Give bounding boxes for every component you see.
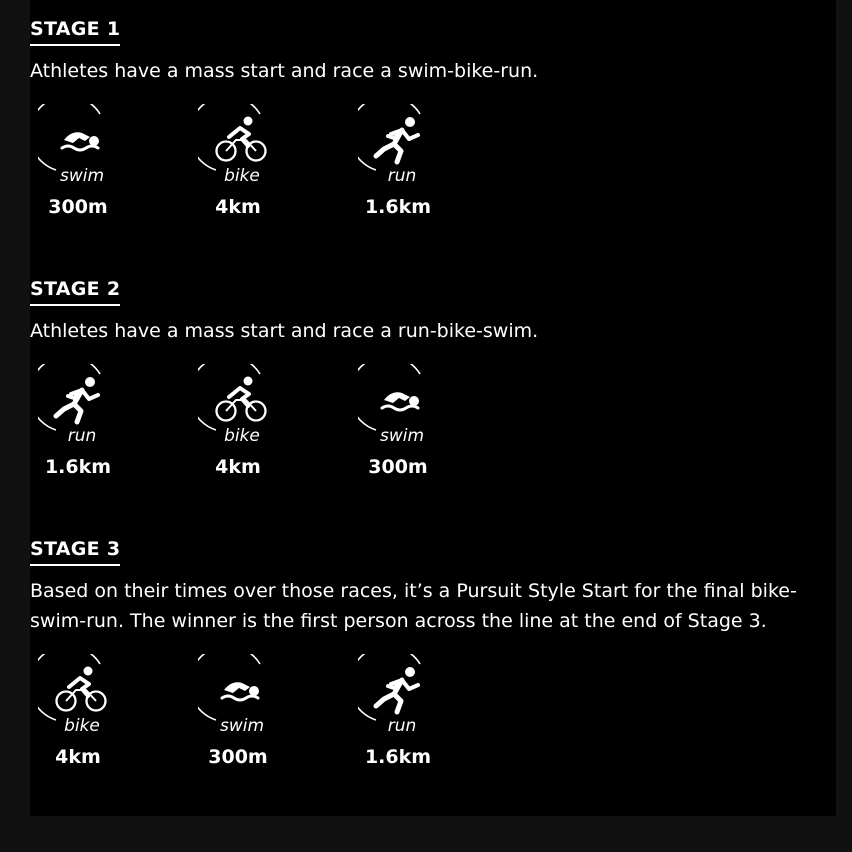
leg-label: bike <box>64 716 100 736</box>
leg-label: run <box>387 716 417 736</box>
leg-distance: 4km <box>55 746 101 768</box>
leg-label: run <box>387 166 417 186</box>
stage-title: STAGE 1 <box>30 18 120 46</box>
stage-legs <box>30 104 830 224</box>
leg-distance: 1.6km <box>364 746 432 768</box>
stage-description: Athletes have a mass start and race a run-bike-swim. <box>30 320 539 342</box>
leg-label: bike <box>224 166 260 186</box>
leg-distance: 300m <box>48 196 108 218</box>
stage-legs <box>30 654 830 774</box>
stage-description: Based on their times over those races, it’s a Pursuit Style Start for the final bike-swim-run. The winner is the first person across the line at the end of Stage 3. <box>30 580 797 632</box>
leg-label: bike <box>224 426 260 446</box>
leg-bike <box>190 364 290 482</box>
leg-run <box>350 654 450 772</box>
leg-distance: 1.6km <box>44 456 112 478</box>
leg-distance: 4km <box>215 456 261 478</box>
leg-distance: 300m <box>208 746 268 768</box>
stage-description: Athletes have a mass start and race a swim-bike-run. <box>30 60 539 82</box>
stage-2 <box>30 278 830 484</box>
stage-1 <box>30 18 830 224</box>
leg-distance: 300m <box>368 456 428 478</box>
leg-bike <box>190 104 290 222</box>
stage-legs <box>30 364 830 484</box>
leg-run <box>30 364 130 482</box>
leg-distance: 4km <box>215 196 261 218</box>
leg-run <box>350 104 450 222</box>
leg-swim <box>30 104 130 222</box>
leg-label: swim <box>219 716 265 736</box>
leg-distance: 1.6km <box>364 196 432 218</box>
stage-title: STAGE 3 <box>30 538 120 566</box>
stage-title: STAGE 2 <box>30 278 120 306</box>
leg-label: swim <box>379 426 425 446</box>
leg-swim <box>350 364 450 482</box>
leg-bike <box>30 654 130 772</box>
leg-label: swim <box>59 166 105 186</box>
leg-label: run <box>67 426 97 446</box>
leg-swim <box>190 654 290 772</box>
stage-3 <box>30 538 830 774</box>
